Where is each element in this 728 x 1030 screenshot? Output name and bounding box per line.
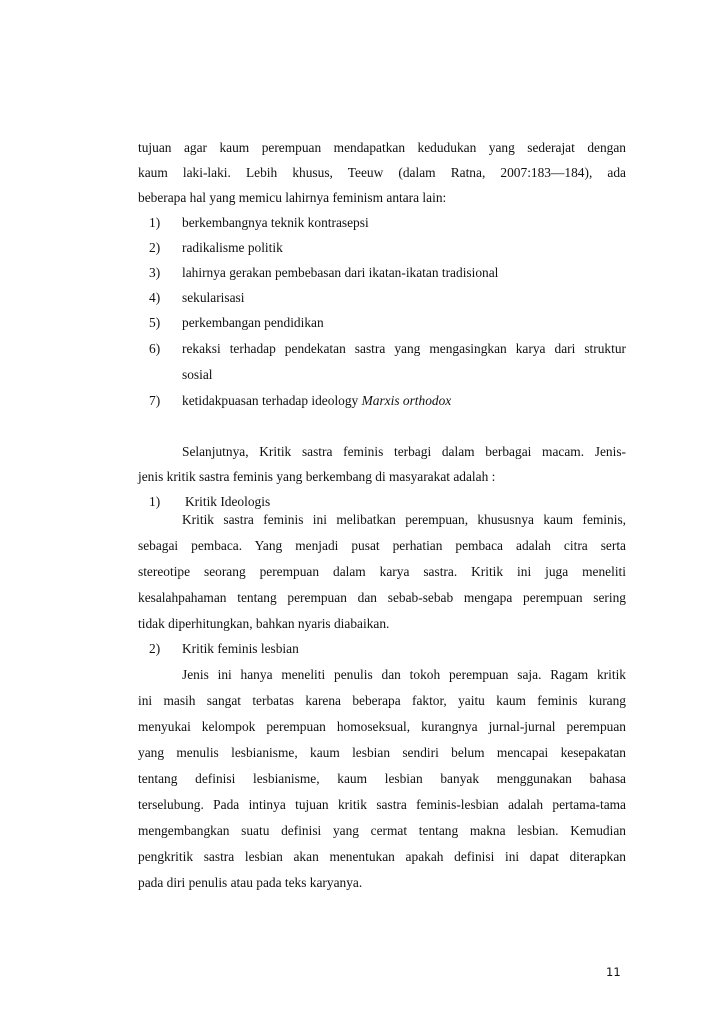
paragraph-line: tidak diperhitungkan, bahkan nyaris diabaikan. bbox=[138, 616, 390, 631]
section-number: 2) bbox=[149, 641, 161, 656]
list-item: radikalisme politik bbox=[182, 240, 283, 255]
section-title: Kritik feminis lesbian bbox=[182, 641, 299, 656]
list-item-continuation: sosial bbox=[182, 367, 213, 382]
paragraph-line: Kritik sastra feminis ini melibatkan perempuan, khususnya kaum feminis, bbox=[182, 512, 626, 527]
list-number: 1) bbox=[149, 215, 161, 230]
list-number: 4) bbox=[149, 290, 161, 305]
list-item: sekularisasi bbox=[182, 290, 245, 305]
paragraph-line: pengkritik sastra lesbian akan menentukan apakah definisi ini dapat diterapkan bbox=[138, 849, 626, 864]
paragraph-line: pada diri penulis atau pada teks karyanya. bbox=[138, 875, 363, 890]
page-number: 11 bbox=[606, 965, 621, 979]
list-item: rekaksi terhadap pendekatan sastra yang mengasingkan karya dari struktur bbox=[182, 341, 626, 356]
paragraph-line: beberapa hal yang memicu lahirnya feminism antara lain: bbox=[138, 190, 447, 205]
paragraph-line: Selanjutnya, Kritik sastra feminis terbagi dalam berbagai macam. Jenis- bbox=[182, 444, 626, 459]
section-number: 1) bbox=[149, 494, 161, 509]
list-number: 5) bbox=[149, 315, 161, 330]
paragraph-line: Jenis ini hanya meneliti penulis dan tokoh perempuan saja. Ragam kritik bbox=[182, 667, 626, 682]
paragraph-line: kaum laki-laki. Lebih khusus, Teeuw (dalam Ratna, 2007:183—184), ada bbox=[138, 165, 626, 180]
paragraph-line: mengembangkan suatu definisi yang cermat tentang makna lesbian. Kemudian bbox=[138, 823, 626, 838]
list-item: perkembangan pendidikan bbox=[182, 315, 324, 330]
paragraph-line: ini masih sangat terbatas karena beberapa faktor, yaitu kaum feminis kurang bbox=[138, 693, 626, 708]
section-title: Kritik Ideologis bbox=[185, 494, 271, 509]
paragraph-line: sebagai pembaca. Yang menjadi pusat perhatian pembaca adalah citra serta bbox=[138, 538, 626, 553]
list-item: lahirnya gerakan pembebasan dari ikatan-ikatan tradisional bbox=[182, 265, 499, 280]
paragraph-line: kesalahpahaman tentang perempuan dan sebab-sebab mengapa perempuan sering bbox=[138, 590, 626, 605]
list-number: 3) bbox=[149, 265, 161, 280]
paragraph-line: stereotipe seorang perempuan dalam karya sastra. Kritik ini juga meneliti bbox=[138, 564, 626, 579]
list-number: 2) bbox=[149, 240, 161, 255]
list-item-text: ketidakpuasan terhadap ideology bbox=[182, 393, 362, 408]
list-item: berkembangnya teknik kontrasepsi bbox=[182, 215, 369, 230]
paragraph-line: yang menulis lesbianisme, kaum lesbian sendiri belum mencapai kesepakatan bbox=[138, 745, 626, 760]
list-number: 6) bbox=[149, 341, 161, 356]
paragraph-line: menyukai kelompok perempuan homoseksual, kurangnya jurnal-jurnal perempuan bbox=[138, 719, 626, 734]
paragraph-line: tujuan agar kaum perempuan mendapatkan kedudukan yang sederajat dengan bbox=[138, 140, 626, 155]
paragraph-line: terselubung. Pada intinya tujuan kritik sastra feminis-lesbian adalah pertama-tama bbox=[138, 797, 626, 812]
paragraph-line: jenis kritik sastra feminis yang berkembang di masyarakat adalah : bbox=[138, 469, 496, 484]
list-item bbox=[182, 392, 626, 410]
paragraph-line: tentang definisi lesbianisme, kaum lesbian banyak menggunakan bahasa bbox=[138, 771, 626, 786]
list-number: 7) bbox=[149, 393, 161, 408]
list-item-italic: Marxis orthodox bbox=[361, 393, 452, 408]
